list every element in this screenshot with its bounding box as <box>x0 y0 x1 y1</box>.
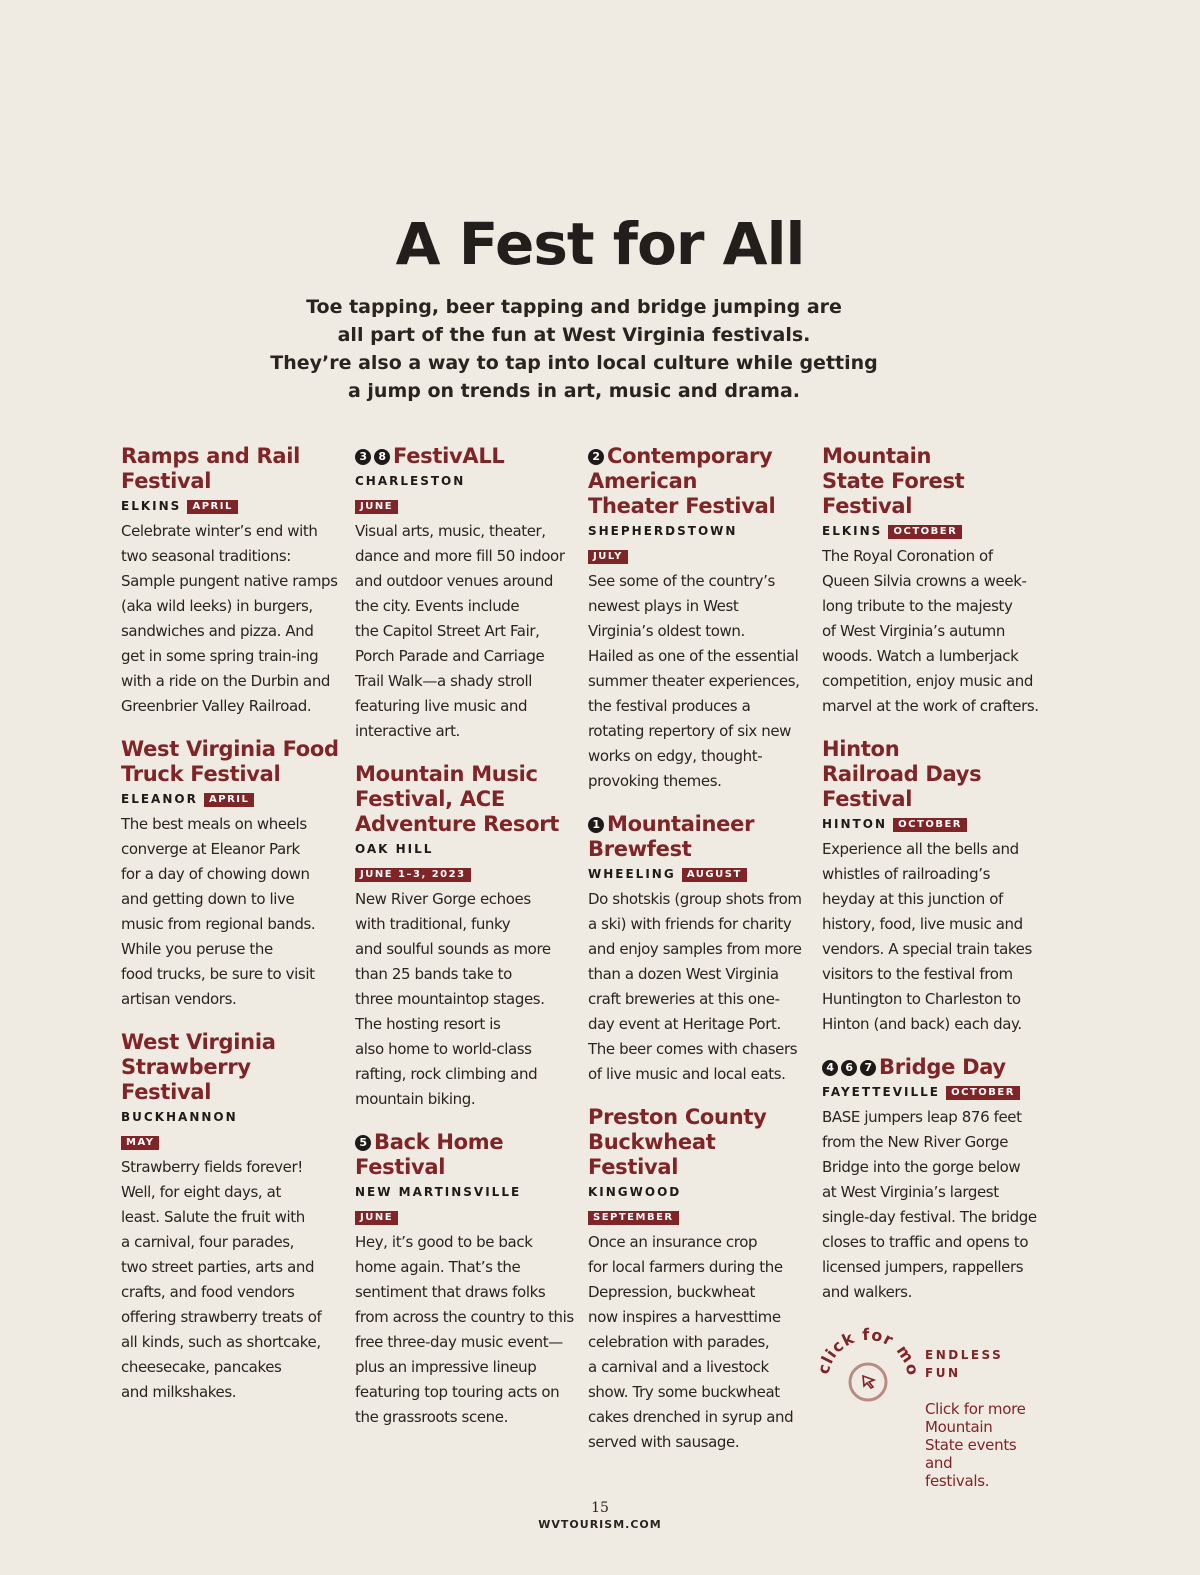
month-tag: JULY <box>588 550 628 564</box>
festival-title <box>121 737 346 787</box>
festival-location: SHEPHERDSTOWN <box>588 524 738 538</box>
festival-title <box>588 812 813 862</box>
festival-location-line <box>588 862 813 887</box>
map-number-badge: 6 <box>841 1060 857 1076</box>
festival-column <box>121 444 346 1423</box>
festival-title <box>822 737 1047 812</box>
more-kicker: ENDLESS FUN <box>925 1348 1004 1380</box>
month-tag: JUNE 1–3, 2023 <box>355 868 471 882</box>
festival-location: ELKINS <box>822 524 883 538</box>
festival-title-text: FestivALL <box>393 444 505 468</box>
festival-title <box>822 1055 1047 1080</box>
festival-entry <box>355 762 580 1112</box>
festival-description: The best meals on wheels converge at Eleanor Park for a day of chowing down and getting down to live music from regional bands. While you peruse the food trucks, be sure to visit artisan vendors. <box>121 815 316 1008</box>
more-text-body[interactable]: Click for more Mountain State events and festivals. <box>925 1400 1026 1490</box>
festival-description: Hey, it’s good to be back home again. That’s the sentiment that draws folks from across the country to this free three-day music event— plus an impressive lineup featuring top touring acts on the grassroots scene. <box>355 1233 574 1426</box>
page-number: 15 <box>591 1500 609 1516</box>
festival-title-text: Hinton Railroad Days Festival <box>822 737 982 811</box>
svg-text:click for more: click for mo <box>815 1324 923 1378</box>
festival-description: BASE jumpers leap 876 feet from the New River Gorge Bridge into the gorge below at West Virginia’s largest single-day festival. The bridge closes to traffic and opens to licensed jumpers, rappellers and walkers. <box>822 1108 1037 1301</box>
click-for-more-link[interactable] <box>815 1322 1045 1490</box>
festival-entry <box>121 737 346 1012</box>
festival-location-line <box>822 812 1047 837</box>
festival-entry <box>822 737 1047 1037</box>
month-tag: JUNE <box>355 500 398 514</box>
festival-title-text: West Virginia Strawberry Festival <box>121 1030 276 1104</box>
festival-location-line <box>121 1105 346 1130</box>
map-number-badge: 1 <box>588 817 604 833</box>
festival-location-line <box>355 837 580 862</box>
festival-title-text: Back Home Festival <box>355 1130 504 1179</box>
festival-description: See some of the country’s newest plays in West Virginia’s oldest town. Hailed as one of the essential summer theater experiences, the festival produces a rotating repertory of six new works on edgy, thought- provoking themes. <box>588 572 800 790</box>
festival-title-text: Mountaineer Brewfest <box>588 812 755 861</box>
festival-title <box>355 1130 580 1180</box>
page-subtitle: Toe tapping, beer tapping and bridge jumping are all part of the fun at West Virginia festivals. They’re also a way to tap into local culture while getting a jump on trends in art, music and drama. <box>270 296 878 402</box>
festival-location: CHARLESTON <box>355 474 466 488</box>
festival-title <box>822 444 1047 519</box>
more-events-text[interactable] <box>925 1328 1045 1490</box>
festival-title-text: West Virginia Food Truck Festival <box>121 737 339 786</box>
festival-column <box>588 444 813 1473</box>
month-tag: AUGUST <box>682 868 747 882</box>
festival-title <box>121 444 346 494</box>
festival-entry <box>121 1030 346 1405</box>
festival-title-text: Mountain Music Festival, ACE Adventure Resort <box>355 762 560 836</box>
map-number-badge: 7 <box>860 1060 876 1076</box>
festival-month-line <box>121 1130 346 1155</box>
festival-title-text: Mountain State Forest Festival <box>822 444 965 518</box>
festival-location: OAK HILL <box>355 842 434 856</box>
month-tag: APRIL <box>204 793 254 807</box>
festival-title <box>355 444 580 469</box>
festival-entry <box>822 444 1047 719</box>
festival-month-line <box>355 862 580 887</box>
festival-entry <box>588 812 813 1087</box>
month-tag: JUNE <box>355 1211 398 1225</box>
festival-entry <box>822 1055 1047 1305</box>
map-number-badge: 4 <box>822 1060 838 1076</box>
festival-location-line <box>355 469 580 494</box>
site-url[interactable]: WVTOURISM.COM <box>538 1518 662 1531</box>
month-tag: APRIL <box>187 500 237 514</box>
festival-entry <box>588 444 813 794</box>
festival-description: New River Gorge echoes with traditional, funky and soulful sounds as more than 25 bands take to three mountaintop stages. The hosting resort is also home to world-class rafting, rock climbing and mountain biking. <box>355 890 551 1108</box>
festival-title-text: Preston County Buckwheat Festival <box>588 1105 767 1179</box>
festival-location: HINTON <box>822 817 887 831</box>
festival-entry <box>355 444 580 744</box>
map-number-badge: 8 <box>374 449 390 465</box>
festival-title <box>588 1105 813 1180</box>
festival-entry <box>121 444 346 719</box>
month-tag: OCTOBER <box>888 525 962 539</box>
festival-column <box>355 444 580 1448</box>
festival-entry <box>355 1130 580 1430</box>
festival-location: ELEANOR <box>121 792 198 806</box>
festival-location-line <box>822 519 1047 544</box>
festival-location-line <box>121 787 346 812</box>
cursor-icon <box>863 1376 874 1388</box>
festival-location-line <box>588 1180 813 1205</box>
festival-description: Visual arts, music, theater, dance and more fill 50 indoor and outdoor venues around the city. Events include the Capitol Street Art Fair, Porch Parade and Carriage Trail Walk—a shady stroll featuring live music and interactive art. <box>355 522 565 740</box>
festival-location-line <box>121 494 346 519</box>
festival-description: Experience all the bells and whistles of railroading’s heyday at this junction of history, food, live music and vendors. A special train takes visitors to the festival from Huntington to Charleston to Hinton (and back) each day. <box>822 840 1032 1033</box>
festival-column <box>822 444 1047 1323</box>
festival-description: Do shotskis (group shots from a ski) with friends for charity and enjoy samples from more than a dozen West Virginia craft breweries at this one- day event at Heritage Port. The beer comes with chasers of live music and local eats. <box>588 890 802 1083</box>
map-number-badge: 5 <box>355 1135 371 1151</box>
festival-location: FAYETTEVILLE <box>822 1085 940 1099</box>
festival-location: WHEELING <box>588 867 676 881</box>
festival-location: BUCKHANNON <box>121 1110 238 1124</box>
month-tag: MAY <box>121 1136 159 1150</box>
month-tag: OCTOBER <box>946 1086 1020 1100</box>
festival-description: The Royal Coronation of Queen Silvia crowns a week- long tribute to the majesty of West Virginia’s autumn woods. Watch a lumberjack competition, enjoy music and marvel at the work of crafters. <box>822 547 1039 715</box>
festival-title-text: Ramps and Rail Festival <box>121 444 301 493</box>
click-for-more-badge[interactable] <box>815 1322 925 1422</box>
festival-location: NEW MARTINSVILLE <box>355 1185 522 1199</box>
festival-location: KINGWOOD <box>588 1185 682 1199</box>
map-number-badge: 3 <box>355 449 371 465</box>
festival-location-line <box>355 1180 580 1205</box>
festival-title-text: Bridge Day <box>879 1055 1006 1079</box>
festival-location-line <box>822 1080 1047 1105</box>
month-tag: OCTOBER <box>893 818 967 832</box>
festival-title <box>588 444 813 519</box>
map-number-badge: 2 <box>588 449 604 465</box>
festival-month-line <box>355 494 580 519</box>
month-tag: SEPTEMBER <box>588 1211 679 1225</box>
festival-location-line <box>588 519 813 544</box>
festival-month-line <box>588 544 813 569</box>
festival-description: Strawberry fields forever! Well, for eight days, at least. Salute the fruit with a carnival, four parades, two street parties, arts and crafts, and food vendors offering strawberry treats of all kinds, such as shortcake, cheesecake, pancakes and milkshakes. <box>121 1158 322 1401</box>
page-title: A Fest for All <box>395 210 805 278</box>
festival-title <box>355 762 580 837</box>
festival-entry <box>588 1105 813 1455</box>
festival-description: Once an insurance crop for local farmers during the Depression, buckwheat now inspires a harvesttime celebration with parades, a carnival and a livestock show. Try some buckwheat cakes drenched in syrup and served with sausage. <box>588 1233 794 1451</box>
festival-month-line <box>588 1205 813 1230</box>
festival-location: ELKINS <box>121 499 182 513</box>
festival-month-line <box>355 1205 580 1230</box>
festival-title-text: Contemporary American Theater Festival <box>588 444 776 518</box>
festival-title <box>121 1030 346 1105</box>
festival-description: Celebrate winter’s end with two seasonal traditions: Sample pungent native ramps (aka wild leeks) in burgers, sandwiches and pizza. And get in some spring train-ing with a ride on the Durbin and Greenbrier Valley Railroad. <box>121 522 338 715</box>
